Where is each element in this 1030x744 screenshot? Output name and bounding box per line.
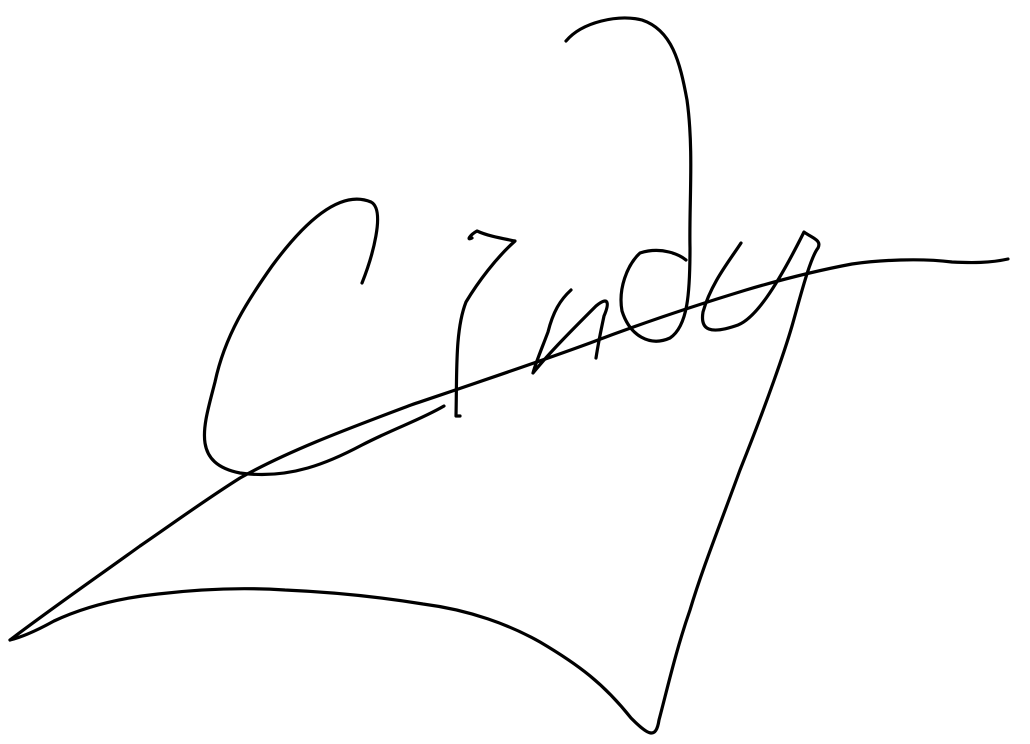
signature-stroke-d <box>566 18 691 341</box>
signature-strokes <box>10 18 1008 733</box>
signature-stroke-underline <box>10 259 1008 640</box>
signature-stroke-c <box>204 199 444 474</box>
signature-stroke-y <box>10 232 819 733</box>
